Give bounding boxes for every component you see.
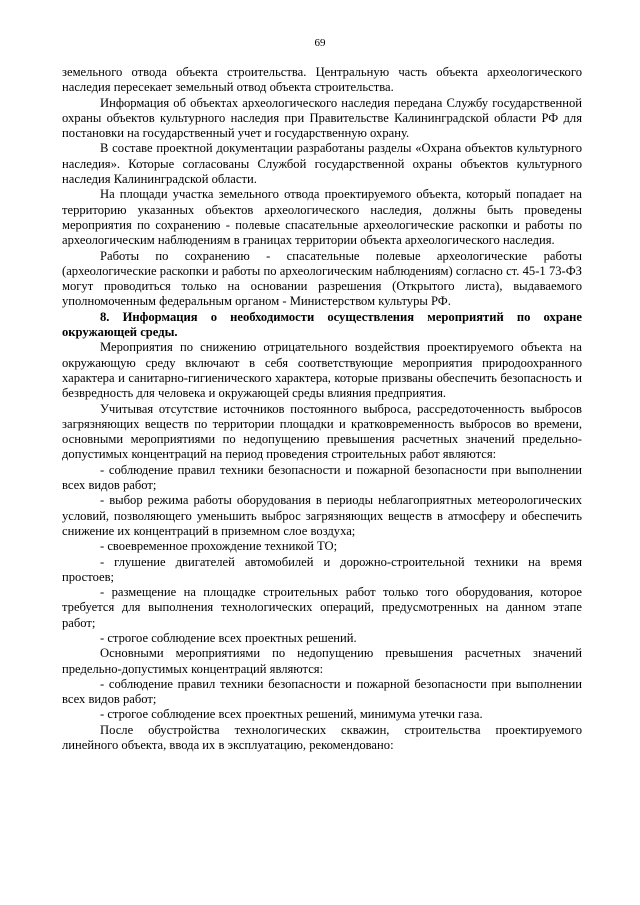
paragraph: В составе проектной документации разработаны разделы «Охрана объектов культурного наследия». Которые согласованы Службой государственной охраны объектов культурного наследия Калининградской области. (62, 141, 582, 187)
list-item: - своевременное прохождение техникой ТО; (100, 539, 338, 554)
list-item: - глушение двигателей автомобилей и дорожно-строительной техники на время простоев; (62, 554, 582, 584)
list-item: - соблюдение правил техники безопасности и пожарной безопасности при выполнении всех видов работ; (62, 676, 582, 707)
paragraph: Учитывая отсутствие источников постоянного выброса, рассредоточенность выбросов загрязняющих веществ по территории площадки и кратковременность выбросов во времени, основными мероприятиями по недопущению превышения расчетных значений предельно-допустимых концентраций на период проведения строительных работ являются: (62, 401, 582, 462)
list-item: - размещение на площадке строительных работ только того оборудования, которое требуется для выполнения технологических операций, предусмотренных на данном этапе работ; (62, 585, 582, 630)
paragraph: Информация об объектах археологического наследия передана Службу государственной охраны объектов культурного наследия при Правительстве Калининградской области РФ для постановки на государственный учет и государственную охрану. (62, 95, 582, 141)
paragraph: Работы по сохранению - спасательные полевые археологические работы (археологические раскопки и работы по археологическим наблюдениям) согласно ст. 45-1 73-ФЗ могут проводиться только на основании разрешения (Открытого листа), выдаваемого уполномоченным федеральным органом - Министерством культуры РФ. (62, 248, 582, 309)
paragraph: Мероприятия по снижению отрицательного воздействия проектируемого объекта на окружающую среду включают в себя соответствующие мероприятия природоохранного характера и санитарно-гигиенического характера, которые призваны обеспечить безопасность и безвредность для человека и окружающей среды влияния предприятия. (62, 340, 582, 401)
paragraph: Основными мероприятиями по недопущению превышения расчетных значений предельно-допустимых концентраций являются: (62, 646, 582, 676)
paragraph: После обустройства технологических скважин, строительства проектируемого линейного объекта, ввода их в эксплуатацию, рекомендовано: (62, 722, 582, 753)
list-item: - строгое соблюдение всех проектных решений. (100, 630, 357, 645)
page-number: 69 (314, 37, 326, 49)
paragraph-continuation: земельного отвода объекта строительства. Центральную часть объекта археологического наследия пересекает земельный отвод объекта строительства. (62, 65, 582, 95)
list-item: - строгое соблюдение всех проектных решений, минимума утечки газа. (100, 707, 483, 722)
document-body (62, 65, 582, 753)
list-item: - выбор режима работы оборудования в периоды неблагоприятных метеорологических условий, позволяющего уменьшить выброс загрязняющих веществ в атмосферу и обеспечить снижение их концентраций в приземном слое воздуха; (62, 493, 582, 538)
list-item: - соблюдение правил техники безопасности и пожарной безопасности при выполнении всех видов работ; (62, 462, 582, 493)
section-heading: 8. Информация о необходимости осуществления мероприятий по охране окружающей среды. (62, 309, 582, 340)
paragraph: На площади участка земельного отвода проектируемого объекта, который попадает на территорию указанных объектов археологического наследия, должны быть проведены мероприятия по сохранению - полевые спасательные археологические раскопки и работы по археологическим наблюдениям в границах территории объекта археологического наследия. (62, 187, 582, 248)
